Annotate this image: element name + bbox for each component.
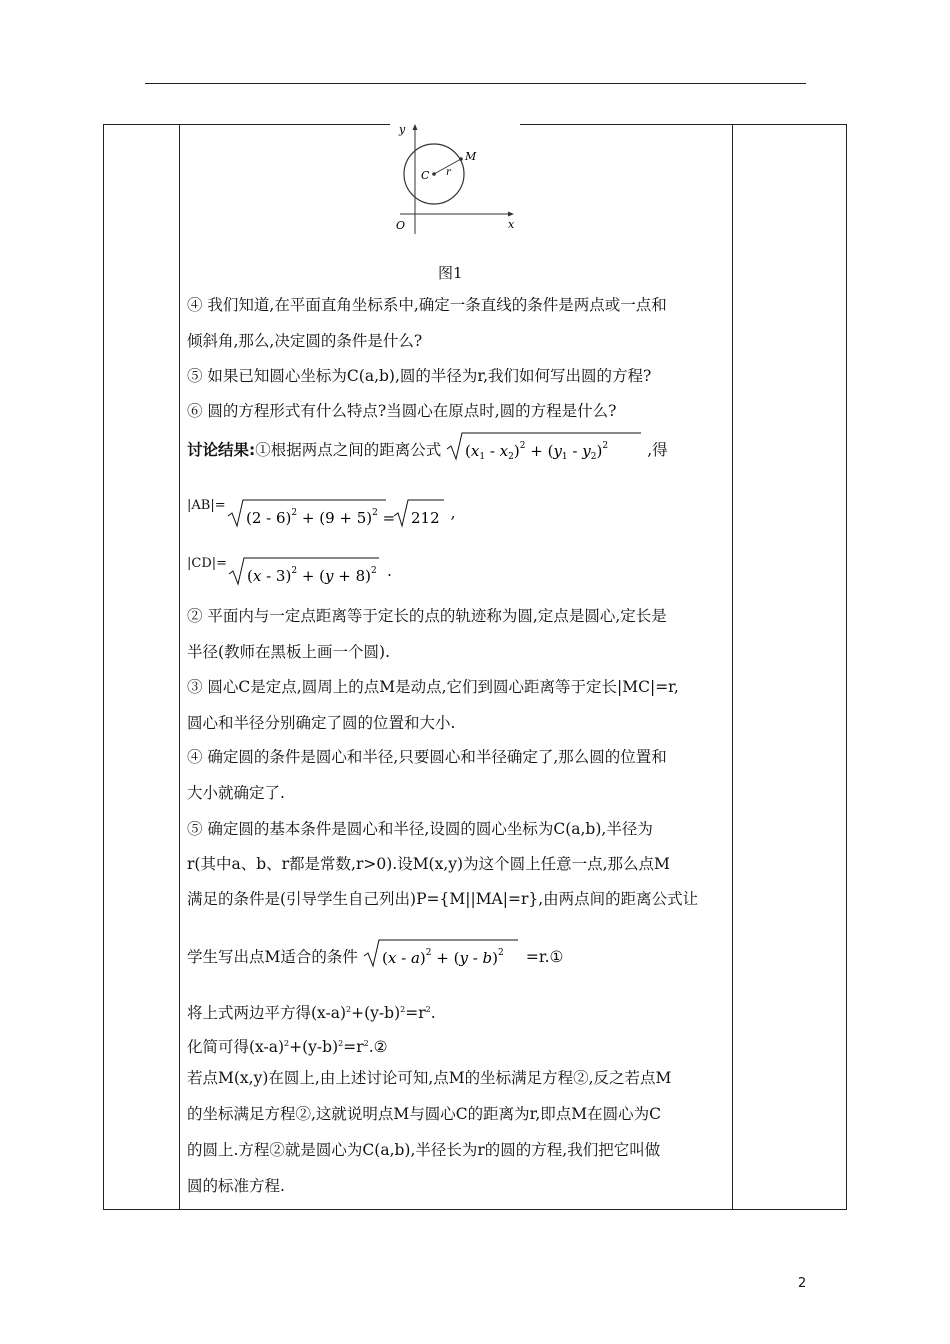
discussion-intro-after: ,得 — [647, 441, 668, 459]
discussion-line: r(其中a、b、r都是常数,r>0).设M(x,y)为这个圆上任意一点,那么点M — [187, 855, 670, 873]
question-line: 倾斜角,那么,决定圆的条件是什么? — [187, 332, 423, 350]
svg-text:(x - a)2 + (y - b)2: (x - a)$^2$ + (y - b)$^2$ — [381, 948, 504, 967]
question-line: ④ 我们知道,在平面直角坐标系中,确定一条直线的条件是两点或一点和 — [187, 296, 667, 314]
cd-label: |CD|= — [187, 556, 228, 571]
closing-line: 圆的标准方程. — [187, 1177, 285, 1195]
discussion-heading: 讨论结果: — [187, 441, 256, 459]
page-number: 2 — [798, 1276, 807, 1291]
center-label: C — [421, 169, 430, 182]
cd-distance-formula — [227, 554, 387, 588]
square-line: 将上式两边平方得$(x-a)^2+(y-b)^2=r^2$. — [187, 1004, 436, 1022]
condition-line — [187, 944, 563, 970]
condition-formula — [362, 936, 524, 970]
question-line: ⑤ 如果已知圆心坐标为C(a,b),圆的半径为r,我们如何写出圆的方程? — [187, 367, 652, 385]
discussion-intro-text: ①根据两点之间的距离公式 — [255, 441, 442, 459]
svg-text:(x1 - x2)2 + (y1 - y2)2: $(x_1 - x_2)^2 + (y_1 - y_2)^2$ — [465, 441, 609, 462]
origin-label: O — [396, 219, 406, 232]
discussion-line: ⑤ 确定圆的基本条件是圆心和半径,设圆的圆心坐标为C(a,b),半径为 — [187, 820, 653, 838]
discussion-line: 圆心和半径分别确定了圆的位置和大小. — [187, 714, 456, 732]
ab-distance-formula — [226, 496, 451, 530]
point-m-label: M — [465, 150, 477, 163]
table-column-divider-right — [732, 124, 733, 1210]
table-column-divider-left — [179, 124, 180, 1210]
x-axis-label: x — [508, 218, 515, 231]
header-rule — [145, 83, 806, 84]
discussion-line: 满足的条件是(引导学生自己列出)P={M||MA|=r},由两点间的距离公式让 — [187, 890, 699, 908]
cd-distance-line: |CD|= $(x - 3)^2 + (y + 8)^2$ . — [187, 554, 392, 588]
ab-label: |AB|= — [187, 498, 226, 513]
circle-diagram — [390, 116, 520, 236]
ab-distance-line: |AB|= $(2 - 6)^2 + (9 + 5)^2$ = 212 , — [187, 496, 456, 530]
condition-prefix: 学生写出点M适合的条件 — [187, 948, 358, 966]
discussion-line: 大小就确定了. — [187, 784, 285, 802]
simplify-line: 化简可得$(x-a)^2+(y-b)^2=r^2.②$ — [187, 1038, 388, 1056]
closing-line: 的坐标满足方程②,这就说明点M与圆心C的距离为r,即点M在圆心为C — [187, 1105, 662, 1123]
distance-formula — [445, 429, 645, 463]
circle-figure — [390, 116, 520, 236]
discussion-line: ② 平面内与一定点距离等于定长的点的轨迹称为圆,定点是圆心,定长是 — [187, 607, 667, 625]
figure-caption: 图1 — [438, 264, 463, 282]
closing-line: 的圆上.方程②就是圆心为C(a,b),半径长为r的圆的方程,我们把它叫做 — [187, 1141, 661, 1159]
discussion-line: ④ 确定圆的条件是圆心和半径,只要圆心和半径确定了,那么圆的位置和 — [187, 748, 667, 766]
y-axis-label: y — [399, 123, 406, 136]
closing-line: 若点M(x,y)在圆上,由上述讨论可知,点M的坐标满足方程②,反之若点M — [187, 1069, 672, 1087]
discussion-intro — [187, 437, 668, 463]
svg-text:(2 - 6)2 + (9 + 5)2 =: $(2 - 6)^2 + (9 + 5)^2$ = — [245, 508, 395, 527]
discussion-line: ③ 圆心C是定点,圆周上的点M是动点,它们到圆心距离等于定长|MC|=r, — [187, 678, 679, 696]
svg-text:(x - 3)2 + (y + 8)2: $(x - 3)^2 + (y + 8)^2$ — [247, 566, 377, 585]
radius-label: r — [446, 167, 451, 178]
question-line: ⑥ 圆的方程形式有什么特点?当圆心在原点时,圆的方程是什么? — [187, 402, 617, 420]
discussion-line: 半径(教师在黑板上画一个圆). — [187, 643, 391, 661]
ab-result: 212 — [410, 509, 440, 527]
condition-suffix: =r.① — [525, 948, 564, 966]
